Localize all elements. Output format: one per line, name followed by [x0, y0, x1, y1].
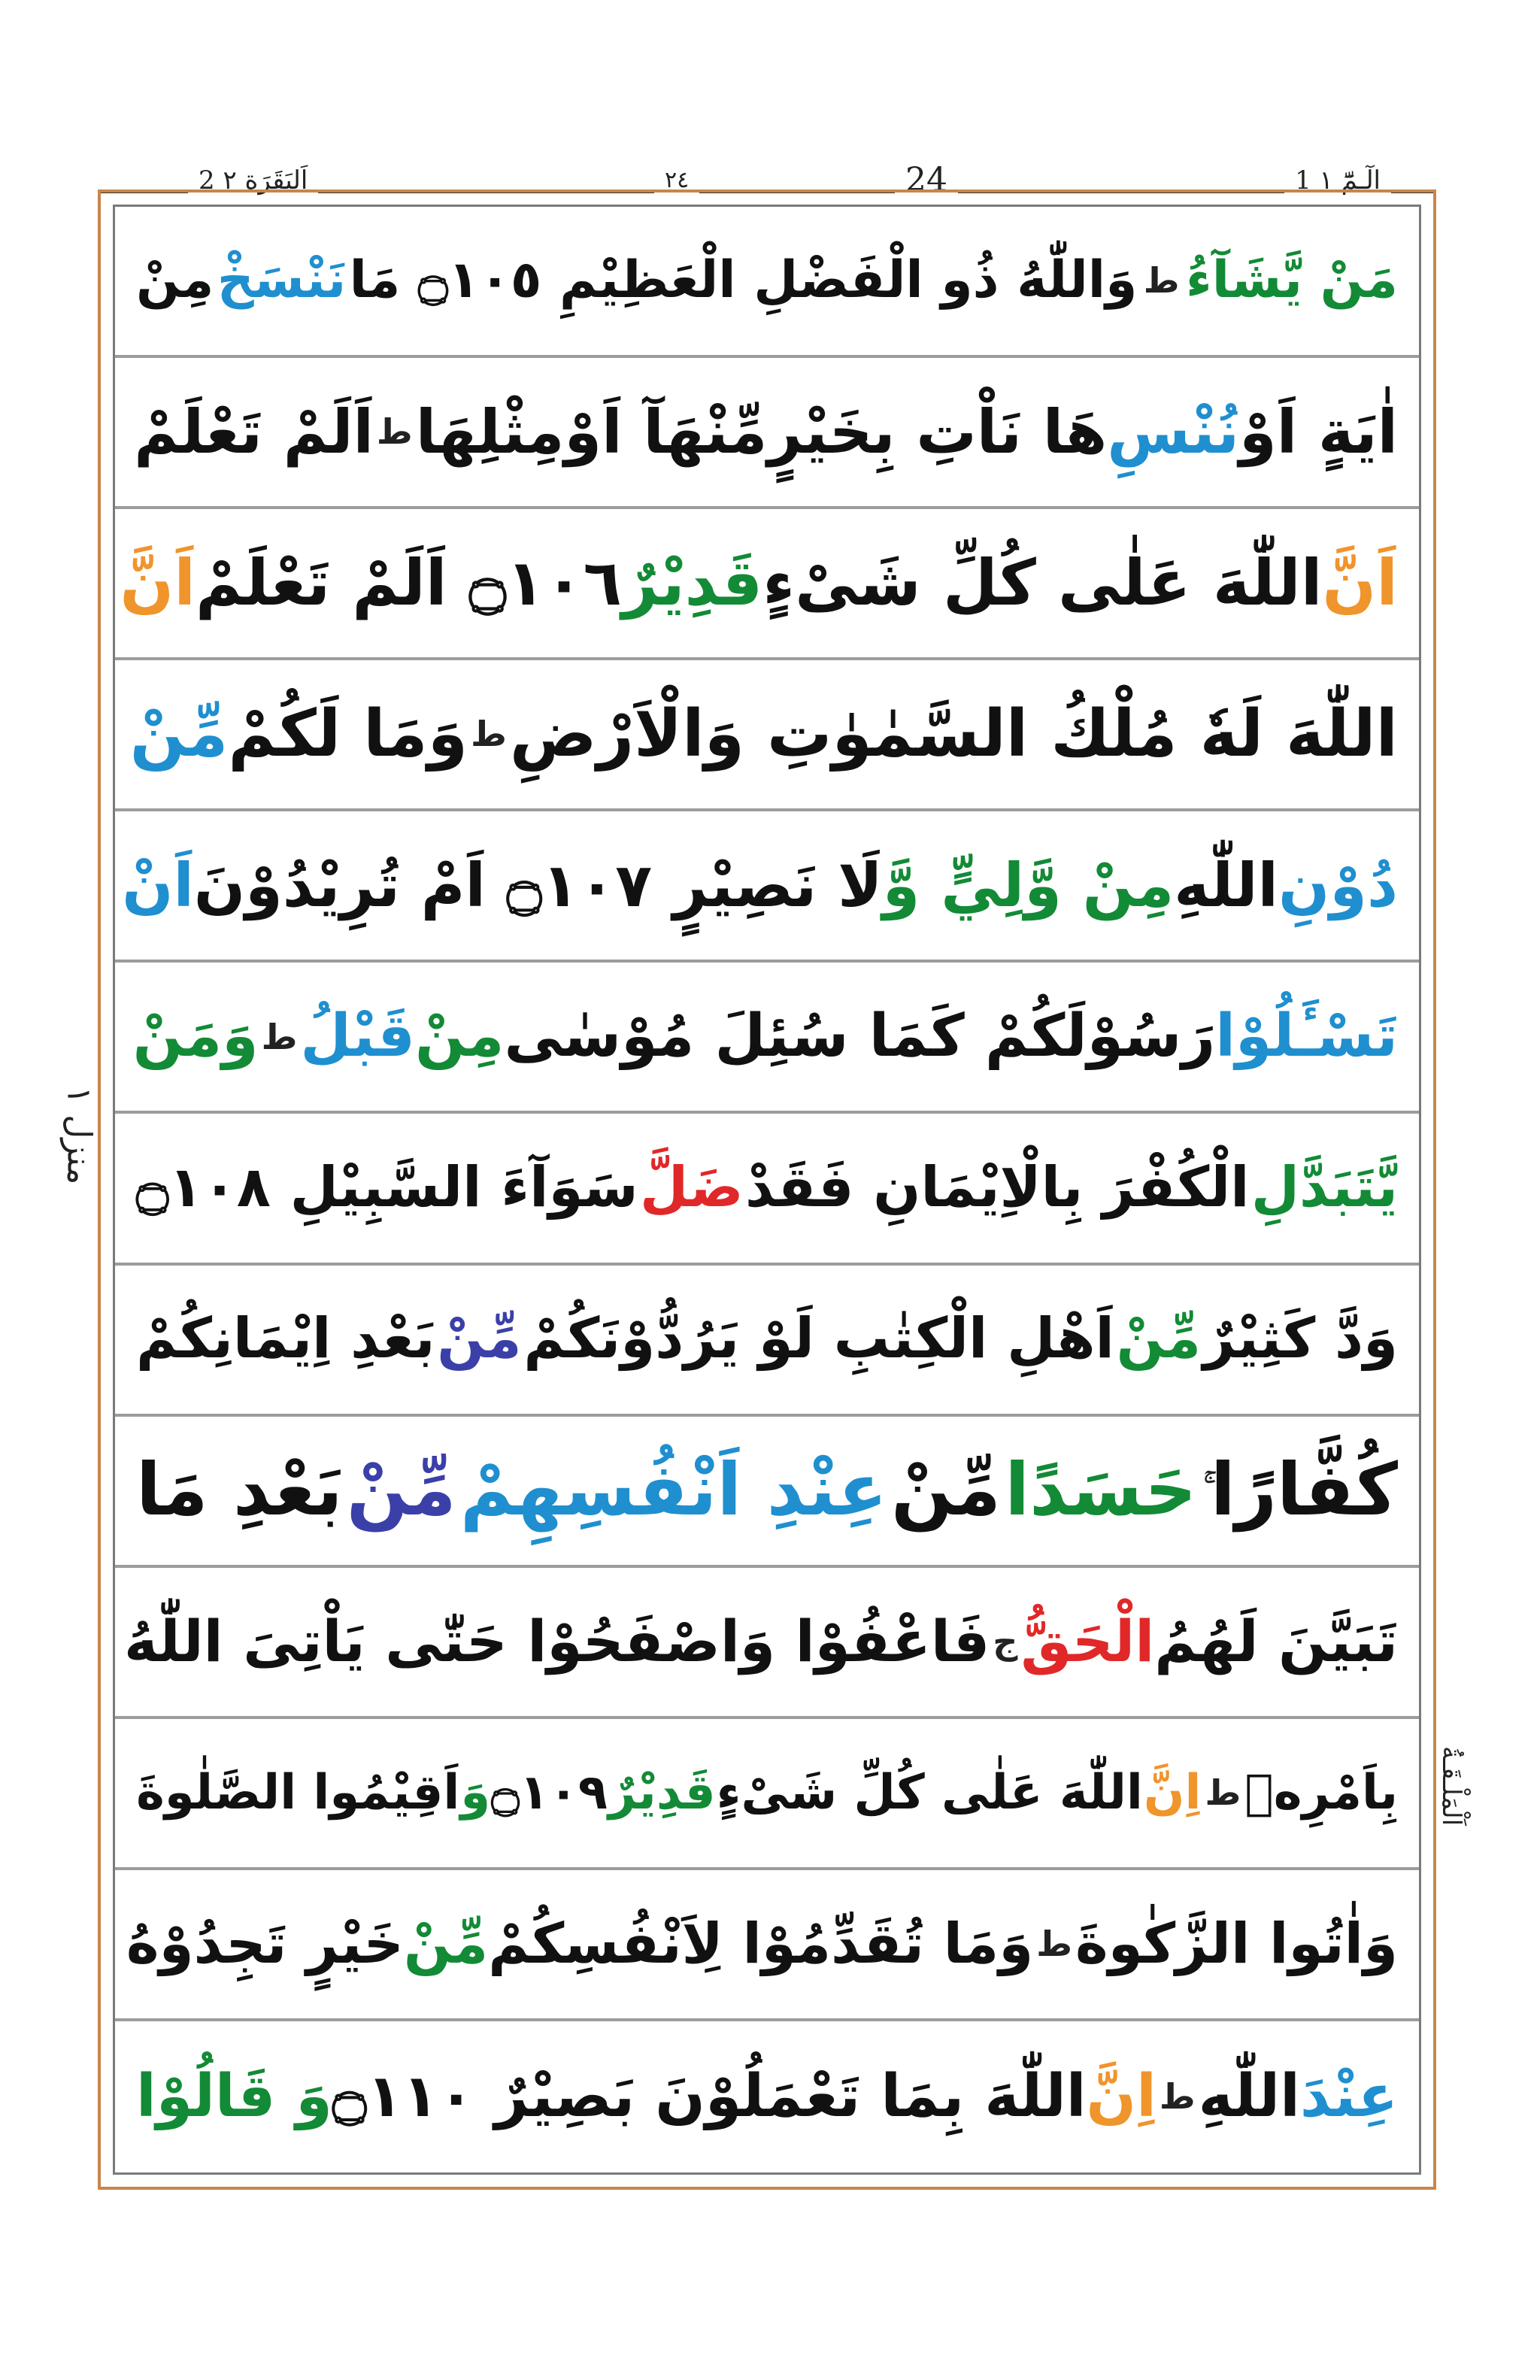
manzil-label: منزل ١ — [59, 1086, 99, 1185]
waqf-sign: ط — [471, 714, 507, 755]
text-segment: مِّنْ — [403, 1911, 489, 1976]
manzil-marker — [45, 1038, 113, 1233]
text-segment: عِنْدِ اَنْفُسِهِمْ — [459, 1448, 887, 1533]
text-segment: تَسْـَٔلُوْا — [1215, 1002, 1398, 1070]
text-segment: وَاٰتُوا الزَّكٰوةَ — [1075, 1911, 1398, 1976]
text-segment: كُفَّارًا — [1210, 1448, 1398, 1533]
text-line — [115, 2021, 1419, 2172]
text-segment: اَنَّ — [120, 546, 196, 620]
waqf-sign: ط — [376, 411, 413, 453]
text-segment: مِنْ وَّلِيٍّ وَّ — [882, 850, 1175, 920]
text-segment: اللّٰهَ عَلٰى كُلِّ شَىْءٍ — [716, 1765, 1143, 1821]
text-segment: وَ — [460, 1765, 491, 1821]
juz-label: 1 الٓـمّٓ ١ — [1284, 159, 1391, 202]
text-segment: تَبَيَّنَ لَهُمُ — [1154, 1608, 1398, 1675]
text-segment: قَبْلُ — [300, 1002, 415, 1070]
text-segment: ۝١٠٩ — [491, 1765, 608, 1821]
text-segment: اِنَّ — [1086, 2062, 1157, 2130]
text-segment: وَمَنْ — [132, 1002, 259, 1070]
text-segment: وَمَا تُقَدِّمُوْا لِاَنْفُسِكُمْ — [488, 1911, 1034, 1976]
text-segment: اِنَّ — [1143, 1765, 1202, 1821]
text-line — [115, 963, 1419, 1114]
text-segment: وَاللّٰهُ ذُو الْفَضْلِ الْعَظِيْمِ ۝١٠٥ مَا — [349, 250, 1138, 311]
maqra-label: اَلْمَلْـقَـةُ — [1436, 1745, 1466, 1827]
text-segment: يَّتَبَدَّلِ — [1250, 1155, 1398, 1220]
text-segment: سَوَآءَ السَّبِيْلِ ۝١٠٨ — [136, 1155, 638, 1220]
text-line — [115, 1568, 1419, 1719]
text-line — [115, 358, 1419, 509]
text-segment: رَسُوْلَكُمْ كَمَا سُئِلَ مُوْسٰى — [504, 1002, 1216, 1070]
text-segment: قَدِيْرٌ — [621, 546, 763, 620]
text-segment: مِّنْ — [346, 1448, 456, 1533]
text-segment: اَنَّ — [1322, 546, 1398, 620]
text-line — [115, 1114, 1419, 1265]
text-segment: الْحَقُّ — [1020, 1608, 1155, 1675]
text-segment: اَنْ — [122, 850, 194, 920]
text-segment: قَدِيْرٌ — [608, 1765, 716, 1821]
text-segment: عِنْدَ — [1299, 2062, 1398, 2130]
text-segment: خَيْرٍ تَجِدُوْهُ — [126, 1911, 404, 1976]
waqf-sign: ط — [261, 1016, 298, 1057]
text-segment: اٰيَةٍ اَوْ — [1239, 396, 1398, 467]
text-segment: اللّٰهَ لَهٗ مُلْكُ السَّمٰوٰتِ وَالْاَرْضِ — [509, 696, 1398, 772]
text-segment: الْكُفْرَ بِالْاِيْمَانِ فَقَدْ — [744, 1155, 1250, 1220]
text-segment: اللّٰهَ عَلٰى كُلِّ شَىْءٍ — [762, 546, 1323, 620]
text-segment: وَمَا لَكُمْ — [228, 696, 468, 772]
text-segment: لَا نَصِيْرٍ ۝١٠٧ اَمْ تُرِيْدُوْنَ — [193, 850, 883, 920]
text-segment: وَ قَالُوْا — [135, 2062, 332, 2130]
text-segment: اللّٰهِ — [1174, 850, 1278, 920]
text-line — [115, 1719, 1419, 1870]
waqf-sign: ط — [1159, 2076, 1196, 2118]
text-segment: فَاعْفُوْا وَاصْفَحُوْا حَتّٰى يَاْتِىَ اللّٰهُ — [123, 1608, 990, 1675]
waqf-sign: ج — [993, 1621, 1018, 1662]
text-segment: مِّنْ — [129, 696, 229, 772]
waqf-sign: ط — [1205, 1772, 1241, 1813]
waqf-sign — [1201, 1472, 1207, 1510]
text-line — [115, 509, 1419, 660]
text-line — [115, 207, 1419, 358]
text-segment: بِاَمْرِهٖ — [1244, 1765, 1398, 1821]
quran-text-body — [115, 207, 1419, 2172]
maqra-marker — [1425, 1703, 1478, 1869]
text-segment: بَعْدِ مَا — [136, 1448, 343, 1533]
text-segment: مِّنْ — [891, 1448, 1001, 1533]
text-segment: نَنْسَخْ — [217, 250, 347, 311]
text-line — [115, 811, 1419, 963]
text-segment: مَنْ يَّشَآءُ — [1186, 250, 1398, 311]
text-segment: هَا نَاْتِ بِخَيْرٍمِّنْهَآ اَوْمِثْلِهَا — [415, 396, 1108, 467]
surah-label: 2 اَلبَقَرَة ٢ — [188, 159, 318, 202]
text-segment: وَدَّ كَثِيْرٌ — [1202, 1306, 1398, 1372]
text-segment: اَهْلِ الْكِتٰبِ لَوْ يَرُدُّوْنَكُمْ — [523, 1306, 1114, 1372]
text-segment: اللّٰهِ — [1198, 2062, 1300, 2130]
text-segment: مِنْ — [136, 250, 214, 311]
text-segment: دُوْنِ — [1278, 850, 1398, 920]
text-segment: مِّنْ — [437, 1306, 522, 1372]
text-segment: مِّنْ — [1116, 1306, 1202, 1372]
page-number: 24 — [895, 159, 958, 202]
text-segment: ۝١٠٦ اَلَمْ تَعْلَمْ — [196, 546, 622, 620]
text-segment: اَلَمْ تَعْلَمْ — [134, 396, 374, 467]
text-segment: مِنْ — [414, 1002, 505, 1070]
text-line — [115, 1870, 1419, 2021]
text-segment: اَقِيْمُوا الصَّلٰوةَ — [136, 1765, 460, 1821]
text-segment: اللّٰهَ بِمَا تَعْمَلُوْنَ بَصِيْرٌ ۝١١٠ — [332, 2062, 1087, 2130]
waqf-sign: ط — [1036, 1924, 1073, 1965]
page-number-arabic: ٢٤ — [654, 159, 699, 202]
text-line — [115, 1417, 1419, 1568]
text-segment: ضَلَّ — [640, 1155, 744, 1220]
text-line — [115, 660, 1419, 811]
text-segment: نُنْسِ — [1107, 396, 1240, 467]
text-segment: بَعْدِ اِيْمَانِكُمْ — [136, 1306, 435, 1372]
text-segment: حَسَدًا — [1005, 1448, 1197, 1533]
waqf-sign: ط — [1143, 260, 1180, 302]
text-line — [115, 1266, 1419, 1417]
